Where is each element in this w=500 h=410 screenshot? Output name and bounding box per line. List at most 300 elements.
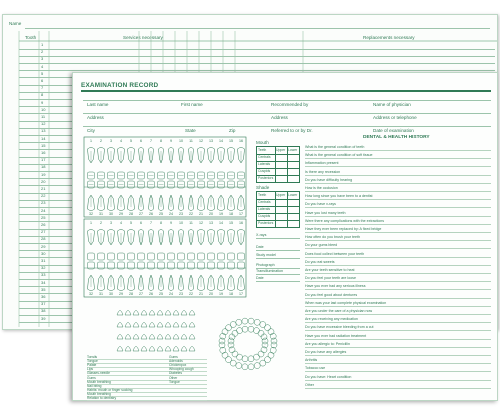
occlusal-surface bbox=[208, 253, 215, 260]
history-question: Do you feel good about dentures bbox=[305, 292, 358, 297]
back-row-number: 21 bbox=[41, 186, 46, 191]
checklist-item: Habits: mouth or finger sucking bbox=[87, 387, 133, 392]
upper-inner-arch-tooth bbox=[229, 334, 235, 340]
back-row-number: 10 bbox=[41, 106, 46, 112]
back-row-number: 17 bbox=[41, 157, 46, 163]
xray-side-line bbox=[256, 238, 300, 239]
primary-tooth bbox=[133, 347, 139, 352]
history-question: Other bbox=[305, 382, 314, 387]
upper-tooth-number: 12 bbox=[199, 221, 203, 225]
history-question: Inflammation present bbox=[305, 161, 339, 166]
table-row-label: Laterals bbox=[258, 162, 271, 166]
upper-tooth-number: 12 bbox=[199, 139, 203, 143]
back-row-number: 6 bbox=[41, 78, 44, 83]
upper-arch-tooth bbox=[236, 319, 242, 325]
lower-tooth-number: 30 bbox=[109, 292, 113, 296]
primary-tooth bbox=[125, 335, 131, 340]
back-row-number: 33 bbox=[41, 272, 46, 278]
back-row-number: 37 bbox=[41, 301, 46, 307]
history-question: Does food collect between your teeth bbox=[305, 251, 365, 256]
xray-side-label: Photograph bbox=[256, 263, 275, 267]
table-row-line bbox=[257, 161, 299, 162]
upper-tooth-number: 4 bbox=[120, 139, 122, 143]
referred-label: Referred to or by Dr. bbox=[271, 128, 313, 133]
back-row-number: 22 bbox=[41, 193, 46, 199]
upper-inner-arch-tooth bbox=[254, 328, 260, 334]
table-row-line bbox=[257, 199, 299, 200]
checklist-item: Mouth breathing bbox=[87, 391, 111, 396]
primary-tooth bbox=[181, 323, 187, 328]
lower-arch-tooth bbox=[236, 363, 242, 369]
back-row-number: 11 bbox=[41, 114, 46, 119]
checklist-item: Tongue bbox=[87, 359, 98, 364]
occlusal-surface bbox=[158, 253, 165, 260]
back-row-number: 32 bbox=[41, 265, 46, 271]
upper-tooth-number: 10 bbox=[179, 139, 183, 143]
history-question: Do you have x-rays bbox=[305, 202, 336, 207]
lower-tooth-number: 28 bbox=[129, 292, 133, 296]
xray-side-line bbox=[256, 281, 300, 282]
primary-tooth bbox=[125, 323, 131, 328]
back-row-number: 30 bbox=[41, 250, 46, 256]
history-question: Are your teeth sensitive to heat bbox=[305, 268, 355, 272]
table-row-line bbox=[257, 220, 299, 221]
checklist-item: Gums bbox=[87, 375, 96, 380]
primary-tooth bbox=[189, 335, 195, 340]
back-row-number: 36 bbox=[41, 294, 46, 299]
primary-tooth bbox=[149, 311, 155, 316]
occlusal-surface bbox=[198, 253, 205, 260]
lower-tooth-number: 30 bbox=[109, 212, 113, 216]
upper-tooth-number: 4 bbox=[120, 221, 122, 225]
lower-inner-arch-tooth bbox=[248, 356, 254, 362]
history-question: Have you ever had any serious illness bbox=[305, 284, 366, 289]
primary-tooth bbox=[133, 335, 139, 340]
history-question: When was your last complete physical examination bbox=[305, 300, 387, 305]
back-row-number: 28 bbox=[41, 236, 46, 242]
physician-name-label: Name of physician bbox=[373, 102, 411, 107]
upper-tooth-number: 10 bbox=[179, 221, 183, 225]
lower-tooth-number: 21 bbox=[199, 292, 203, 296]
address-telephone-label: Address or telephone bbox=[373, 115, 417, 120]
primary-tooth bbox=[141, 323, 147, 328]
primary-tooth bbox=[141, 335, 147, 340]
history-question: Tobacco use bbox=[305, 366, 326, 371]
upper-tooth-number: 2 bbox=[100, 221, 102, 225]
lower-arch-tooth bbox=[254, 363, 260, 369]
back-row-number: 19 bbox=[41, 171, 46, 177]
primary-tooth bbox=[165, 347, 171, 352]
xray-side-line bbox=[256, 258, 300, 259]
table-col-header: Lower bbox=[288, 193, 298, 197]
lower-arch-tooth bbox=[242, 364, 248, 370]
occlusal-surface bbox=[138, 253, 145, 260]
first-name-label: First name bbox=[181, 102, 203, 107]
primary-tooth bbox=[165, 323, 171, 328]
history-question: Do you have difficulty hearing bbox=[305, 177, 353, 182]
history-question: Do you have: Heart condition bbox=[305, 374, 352, 379]
history-question: Are you receiving any medication bbox=[305, 317, 358, 322]
table-col-header: Teeth bbox=[258, 193, 267, 197]
xray-side-label: Date bbox=[256, 276, 264, 280]
back-row-number: 31 bbox=[41, 258, 46, 263]
lower-arch-tooth bbox=[268, 352, 274, 358]
upper-tooth-number: 11 bbox=[189, 139, 193, 143]
upper-tooth-number: 3 bbox=[110, 139, 112, 143]
history-question: What is the general condition of teeth bbox=[305, 145, 365, 149]
primary-tooth bbox=[173, 335, 179, 340]
lower-tooth-number: 22 bbox=[189, 212, 193, 216]
lower-tooth-number: 25 bbox=[159, 292, 163, 296]
lower-arch-tooth bbox=[248, 364, 254, 370]
checklist-item: Nail biting bbox=[87, 383, 102, 388]
back-row-number: 26 bbox=[41, 222, 46, 227]
lower-tooth-number: 19 bbox=[219, 212, 223, 216]
upper-tooth-number: 5 bbox=[130, 221, 132, 225]
history-question: Do you have any allergies bbox=[305, 350, 347, 354]
back-row-number: 13 bbox=[41, 128, 46, 134]
checklist-item-right: Tongue bbox=[169, 379, 180, 384]
xray-side-line bbox=[256, 274, 300, 275]
checklist-item: Lips bbox=[87, 367, 94, 372]
xray-side-line bbox=[256, 250, 300, 251]
upper-tooth-number: 3 bbox=[110, 221, 112, 225]
upper-arch-tooth bbox=[265, 325, 271, 331]
lower-tooth-number: 29 bbox=[119, 292, 123, 296]
checklist-item-right: Adenoids bbox=[169, 359, 183, 364]
chart-1-frame bbox=[84, 137, 246, 217]
primary-tooth bbox=[157, 311, 163, 316]
upper-tooth-number: 9 bbox=[170, 139, 172, 143]
occlusal-surface bbox=[218, 253, 225, 260]
occlusal-surface bbox=[238, 253, 245, 260]
checklist-item-right: Chickenpox bbox=[169, 363, 187, 368]
occlusal-surface bbox=[188, 253, 195, 260]
occlusal-surface bbox=[98, 253, 105, 260]
primary-tooth bbox=[189, 347, 195, 352]
primary-tooth bbox=[125, 311, 131, 316]
shade-label: Shade bbox=[256, 185, 270, 190]
lower-inner-arch-tooth bbox=[254, 354, 260, 360]
upper-arch-tooth bbox=[254, 319, 260, 325]
primary-tooth bbox=[117, 323, 123, 328]
history-question: Are you allergic to: Penicillin bbox=[305, 341, 350, 346]
table-row-line bbox=[257, 175, 299, 176]
primary-tooth bbox=[181, 347, 187, 352]
back-row-number: 15 bbox=[41, 142, 46, 148]
upper-tooth-number: 11 bbox=[189, 221, 193, 225]
lower-inner-arch-tooth bbox=[232, 351, 238, 357]
primary-tooth bbox=[141, 347, 147, 352]
upper-inner-arch-tooth bbox=[261, 334, 267, 340]
back-row-number: 8 bbox=[41, 92, 44, 98]
upper-tooth-number: 8 bbox=[160, 221, 162, 225]
xray-side-label: X-rays bbox=[256, 233, 267, 237]
primary-tooth bbox=[149, 335, 155, 340]
back-row-number: 5 bbox=[41, 70, 44, 76]
checklist-line bbox=[87, 400, 207, 401]
upper-tooth-number: 16 bbox=[239, 221, 243, 225]
lower-arch-tooth bbox=[226, 357, 232, 363]
primary-tooth bbox=[181, 311, 187, 316]
upper-tooth-number: 1 bbox=[90, 139, 92, 143]
upper-tooth-number: 1 bbox=[90, 221, 92, 225]
upper-inner-arch-tooth bbox=[237, 328, 243, 334]
xray-side-label: Date bbox=[256, 245, 264, 249]
table-col-line bbox=[275, 192, 276, 227]
back-row-number: 27 bbox=[41, 229, 46, 235]
upper-inner-arch-tooth bbox=[232, 330, 238, 336]
address-label-2: Address bbox=[271, 115, 288, 120]
mouth-box-grid bbox=[256, 146, 300, 183]
table-row-label: Posteriors bbox=[258, 221, 274, 225]
upper-tooth-number: 13 bbox=[209, 221, 213, 225]
primary-tooth bbox=[117, 347, 123, 352]
table-col-header: Upper bbox=[276, 148, 286, 152]
lower-tooth-number: 18 bbox=[229, 292, 233, 296]
lower-tooth-number: 20 bbox=[209, 212, 213, 216]
history-question: How often do you brush your teeth bbox=[305, 235, 360, 240]
primary-tooth bbox=[157, 335, 163, 340]
lower-tooth-number: 17 bbox=[239, 292, 243, 296]
lower-tooth-number: 25 bbox=[159, 212, 163, 216]
recommended-by-label: Recommended by bbox=[271, 102, 309, 107]
back-row-number: 24 bbox=[41, 207, 46, 213]
checklist-item-right: Gums bbox=[169, 355, 178, 359]
back-row-number: 3 bbox=[41, 56, 44, 62]
primary-tooth bbox=[173, 323, 179, 328]
occlusal-surface bbox=[88, 253, 95, 260]
mouth-label: Mouth bbox=[256, 140, 269, 145]
table-row-line bbox=[257, 168, 299, 169]
upper-arch-tooth bbox=[222, 329, 228, 335]
primary-tooth bbox=[173, 311, 179, 316]
history-question: Do you eat sweets bbox=[305, 259, 335, 264]
primary-tooth bbox=[141, 311, 147, 316]
table-row-label: Laterals bbox=[258, 207, 271, 211]
history-question: Is there any recession bbox=[305, 169, 341, 174]
primary-tooth bbox=[189, 323, 195, 328]
primary-tooth bbox=[181, 335, 187, 340]
checklist-line bbox=[87, 384, 207, 385]
history-question: Have they ever been replaced by: A fixed bridge bbox=[305, 227, 382, 231]
table-col-header: Upper bbox=[276, 193, 286, 197]
history-question: Do your gums bleed bbox=[305, 243, 338, 248]
lower-tooth-number: 26 bbox=[149, 292, 153, 296]
history-question: Were there any complications with the extractions bbox=[305, 218, 385, 223]
checklist-line bbox=[87, 375, 207, 376]
table-row-label: Cuspids bbox=[258, 169, 271, 173]
table-row-label: Cuspids bbox=[258, 214, 271, 218]
table-row-line bbox=[257, 213, 299, 214]
occlusal-surface bbox=[128, 253, 135, 260]
state-label: State bbox=[185, 128, 196, 133]
lower-tooth-number: 21 bbox=[199, 212, 203, 216]
checklist-item-right: Diabetes bbox=[169, 371, 183, 376]
upper-inner-arch-tooth bbox=[258, 330, 264, 336]
upper-tooth-number: 16 bbox=[239, 139, 243, 143]
occlusal-surface bbox=[148, 253, 155, 260]
upper-inner-arch-tooth bbox=[248, 326, 254, 332]
chart-2-frame bbox=[84, 219, 246, 297]
history-question: What is the general condition of soft tissue bbox=[305, 153, 373, 158]
table-row-line bbox=[257, 154, 299, 155]
occlusal-surface bbox=[228, 253, 235, 260]
history-question: Are you under the care of a physician now bbox=[305, 309, 373, 313]
back-row-number: 18 bbox=[41, 164, 46, 170]
occlusal-surface bbox=[168, 253, 175, 260]
primary-tooth bbox=[157, 323, 163, 328]
back-row-number: 34 bbox=[41, 279, 46, 285]
lower-arch-tooth bbox=[220, 347, 226, 353]
history-question: How long since you have been to a dentist bbox=[305, 194, 373, 199]
back-row-number: 29 bbox=[41, 243, 46, 249]
primary-tooth bbox=[165, 311, 171, 316]
checklist-line bbox=[87, 363, 207, 364]
lower-arch-tooth bbox=[260, 360, 266, 366]
back-row-number: 4 bbox=[41, 63, 44, 69]
replacements-column-header: Replacements necessary bbox=[363, 35, 415, 40]
history-question: Do you feel your teeth are loose bbox=[305, 276, 356, 281]
back-row-number: 12 bbox=[41, 121, 46, 127]
upper-arch-tooth bbox=[248, 318, 254, 324]
checklist-item-right: Other bbox=[169, 375, 178, 380]
lower-tooth-number: 26 bbox=[149, 212, 153, 216]
occlusal-surface bbox=[178, 253, 185, 260]
lower-arch-tooth bbox=[219, 342, 225, 348]
lower-tooth-number: 31 bbox=[99, 212, 103, 216]
upper-arch-tooth bbox=[230, 322, 236, 328]
upper-arch-tooth bbox=[268, 329, 274, 335]
back-row-number: 39 bbox=[41, 315, 46, 321]
back-row-number: 1 bbox=[41, 42, 44, 47]
table-col-header: Lower bbox=[288, 148, 298, 152]
primary-tooth bbox=[189, 311, 195, 316]
upper-tooth-number: 7 bbox=[150, 221, 152, 225]
upper-inner-arch-tooth bbox=[242, 326, 248, 332]
address-label: Address bbox=[87, 115, 104, 120]
lower-tooth-number: 32 bbox=[89, 212, 93, 216]
examination-record-card bbox=[72, 72, 498, 401]
back-row-number: 20 bbox=[41, 178, 46, 184]
lower-tooth-number: 31 bbox=[99, 292, 103, 296]
tooth-column-header: Tooth bbox=[25, 35, 37, 40]
last-name-label: Last name bbox=[87, 102, 109, 107]
upper-tooth-number: 13 bbox=[209, 139, 213, 143]
upper-tooth-number: 5 bbox=[130, 139, 132, 143]
lower-tooth-number: 22 bbox=[189, 292, 193, 296]
lower-tooth-number: 27 bbox=[139, 212, 143, 216]
checklist-item: Relation to dentistry bbox=[87, 396, 117, 400]
exam-record-title: EXAMINATION RECORD bbox=[81, 82, 159, 89]
table-col-header: Teeth bbox=[258, 148, 267, 152]
services-column-header: Services necessary bbox=[123, 35, 163, 40]
lower-tooth-number: 29 bbox=[119, 212, 123, 216]
history-question: Do you have excessive bleeding from a cut bbox=[305, 325, 374, 330]
back-row-number: 2 bbox=[41, 49, 44, 55]
upper-tooth-number: 9 bbox=[170, 221, 172, 225]
primary-tooth bbox=[173, 347, 179, 352]
upper-tooth-number: 8 bbox=[160, 139, 162, 143]
back-row-number: 25 bbox=[41, 214, 46, 220]
lower-inner-arch-tooth bbox=[258, 351, 264, 357]
upper-tooth-number: 6 bbox=[140, 139, 142, 143]
upper-arch-tooth bbox=[242, 318, 248, 324]
back-row-number: 35 bbox=[41, 286, 46, 292]
lower-tooth-number: 18 bbox=[229, 212, 233, 216]
primary-tooth bbox=[149, 347, 155, 352]
lower-tooth-number: 27 bbox=[139, 292, 143, 296]
occlusal-surface bbox=[108, 253, 115, 260]
exam-date-label: Date of examination bbox=[373, 128, 414, 133]
table-col-line bbox=[275, 147, 276, 182]
history-question: How is the occlusion bbox=[305, 186, 338, 190]
table-row-label: Posteriors bbox=[258, 176, 274, 180]
back-row-number: 16 bbox=[41, 150, 46, 155]
table-row-line bbox=[257, 206, 299, 207]
lower-inner-arch-tooth bbox=[242, 356, 248, 362]
name-label: Name bbox=[9, 21, 22, 26]
upper-tooth-number: 14 bbox=[219, 221, 223, 225]
upper-tooth-number: 2 bbox=[100, 139, 102, 143]
primary-tooth bbox=[117, 311, 123, 316]
primary-tooth bbox=[125, 347, 131, 352]
primary-tooth bbox=[149, 323, 155, 328]
table-col-line bbox=[287, 192, 288, 227]
lower-tooth-number: 24 bbox=[169, 292, 173, 296]
primary-tooth bbox=[133, 323, 139, 328]
zip-label: Zip bbox=[229, 128, 236, 133]
table-col-line bbox=[287, 147, 288, 182]
lower-tooth-number: 17 bbox=[239, 212, 243, 216]
xray-side-label: Transillumination bbox=[256, 269, 284, 273]
xray-side-label: Study model bbox=[256, 253, 276, 257]
history-question: Have you lost many teeth bbox=[305, 210, 346, 215]
shade-box-grid bbox=[256, 191, 300, 228]
upper-tooth-number: 15 bbox=[229, 139, 233, 143]
occlusal-surface bbox=[118, 253, 125, 260]
city-label: City bbox=[87, 128, 95, 133]
back-row-number: 9 bbox=[41, 99, 44, 105]
upper-tooth-number: 7 bbox=[150, 139, 152, 143]
checklist-item: Glasses-needle bbox=[87, 371, 110, 376]
primary-tooth bbox=[157, 347, 163, 352]
lower-arch-tooth bbox=[271, 342, 277, 348]
upper-tooth-number: 14 bbox=[219, 139, 223, 143]
checklist-item: Mouth breathing bbox=[87, 379, 111, 384]
lower-tooth-number: 23 bbox=[179, 292, 183, 296]
lower-inner-arch-tooth bbox=[237, 354, 243, 360]
tooth-charts bbox=[73, 73, 497, 400]
table-row-label: Centrals bbox=[258, 200, 271, 204]
primary-tooth bbox=[165, 335, 171, 340]
back-row-number: 23 bbox=[41, 200, 46, 206]
lower-tooth-number: 28 bbox=[129, 212, 133, 216]
back-row-number: 38 bbox=[41, 308, 46, 314]
history-title: DENTAL & HEALTH HISTORY bbox=[363, 135, 430, 140]
upper-tooth-number: 6 bbox=[140, 221, 142, 225]
history-question: Have you ever had radiation treatment bbox=[305, 333, 367, 338]
upper-tooth-number: 15 bbox=[229, 221, 233, 225]
back-row-number: 7 bbox=[41, 85, 44, 91]
lower-tooth-number: 23 bbox=[179, 212, 183, 216]
lower-tooth-number: 20 bbox=[209, 292, 213, 296]
checklist-item: Tonsils bbox=[87, 355, 98, 359]
checklist-line bbox=[87, 359, 207, 360]
lower-tooth-number: 32 bbox=[89, 292, 93, 296]
checklist-item: Palate bbox=[87, 363, 97, 368]
lower-tooth-number: 24 bbox=[169, 212, 173, 216]
